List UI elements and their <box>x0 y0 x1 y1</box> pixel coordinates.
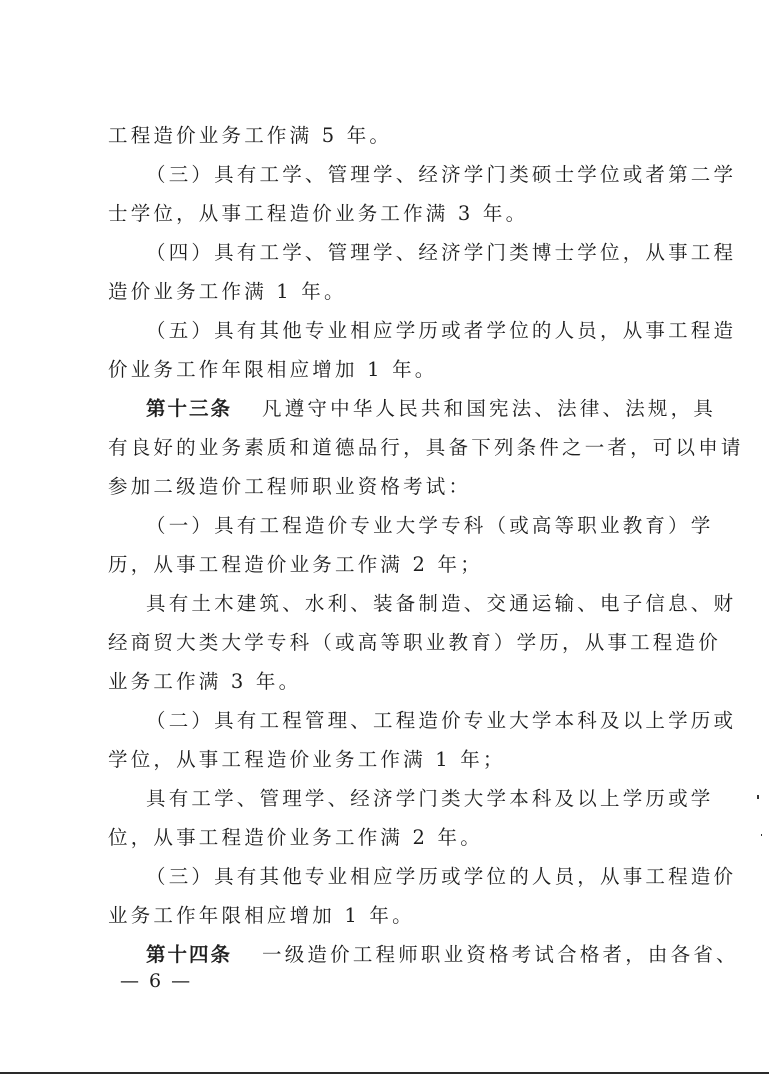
text-line: 凡遵守中华人民共和国宪法、法律、法规，具 <box>262 397 717 420</box>
scan-speck <box>761 834 762 836</box>
text-line: 有良好的业务素质和道德品行，具备下列条件之一者，可以申请 <box>108 436 744 459</box>
text-line: （一）具有工程造价专业大学专科（或高等职业教育）学 <box>146 514 714 537</box>
text-line: （三）具有其他专业相应学历或学位的人员，从事工程造价 <box>146 865 737 888</box>
text-line: 具有工学、管理学、经济学门类大学本科及以上学历或学 <box>146 787 714 810</box>
text-line: （四）具有工学、管理学、经济学门类博士学位，从事工程 <box>146 241 737 264</box>
text-line: （二）具有工程管理、工程造价专业大学本科及以上学历或 <box>146 709 737 732</box>
text-line: （五）具有其他专业相应学历或者学位的人员，从事工程造 <box>146 319 737 342</box>
text-line: 具有土木建筑、水利、装备制造、交通运输、电子信息、财 <box>146 592 737 615</box>
text-line: 工程造价业务工作满 5 年。 <box>108 124 393 147</box>
page-number: — 6 — <box>120 970 193 992</box>
text-line: 历，从事工程造价业务工作满 2 年； <box>108 553 483 576</box>
text-line: （三）具有工学、管理学、经济学门类硕士学位或者第二学 <box>146 163 737 186</box>
text-line: 价业务工作年限相应增加 1 年。 <box>108 358 438 381</box>
scan-speck <box>757 795 759 799</box>
text-line: 学位，从事工程造价业务工作满 1 年； <box>108 748 506 771</box>
text-line: 士学位，从事工程造价业务工作满 3 年。 <box>108 202 529 225</box>
text-line: 一级造价工程师职业资格考试合格者，由各省、 <box>262 943 739 966</box>
text-line: 参加二级造价工程师职业资格考试： <box>108 475 472 498</box>
article-14-heading: 第十四条 <box>146 943 233 966</box>
article-13-first-line <box>146 397 717 421</box>
article-13-heading: 第十三条 <box>146 397 233 420</box>
bottom-rule <box>0 1072 769 1074</box>
text-line: 业务工作年限相应增加 1 年。 <box>108 904 415 927</box>
text-line: 业务工作满 3 年。 <box>108 670 302 693</box>
text-line: 经商贸大类大学专科（或高等职业教育）学历，从事工程造价 <box>108 631 721 654</box>
text-line: 位，从事工程造价业务工作满 2 年。 <box>108 826 483 849</box>
text-line: 造价业务工作满 1 年。 <box>108 280 347 303</box>
article-14-first-line <box>146 943 739 967</box>
